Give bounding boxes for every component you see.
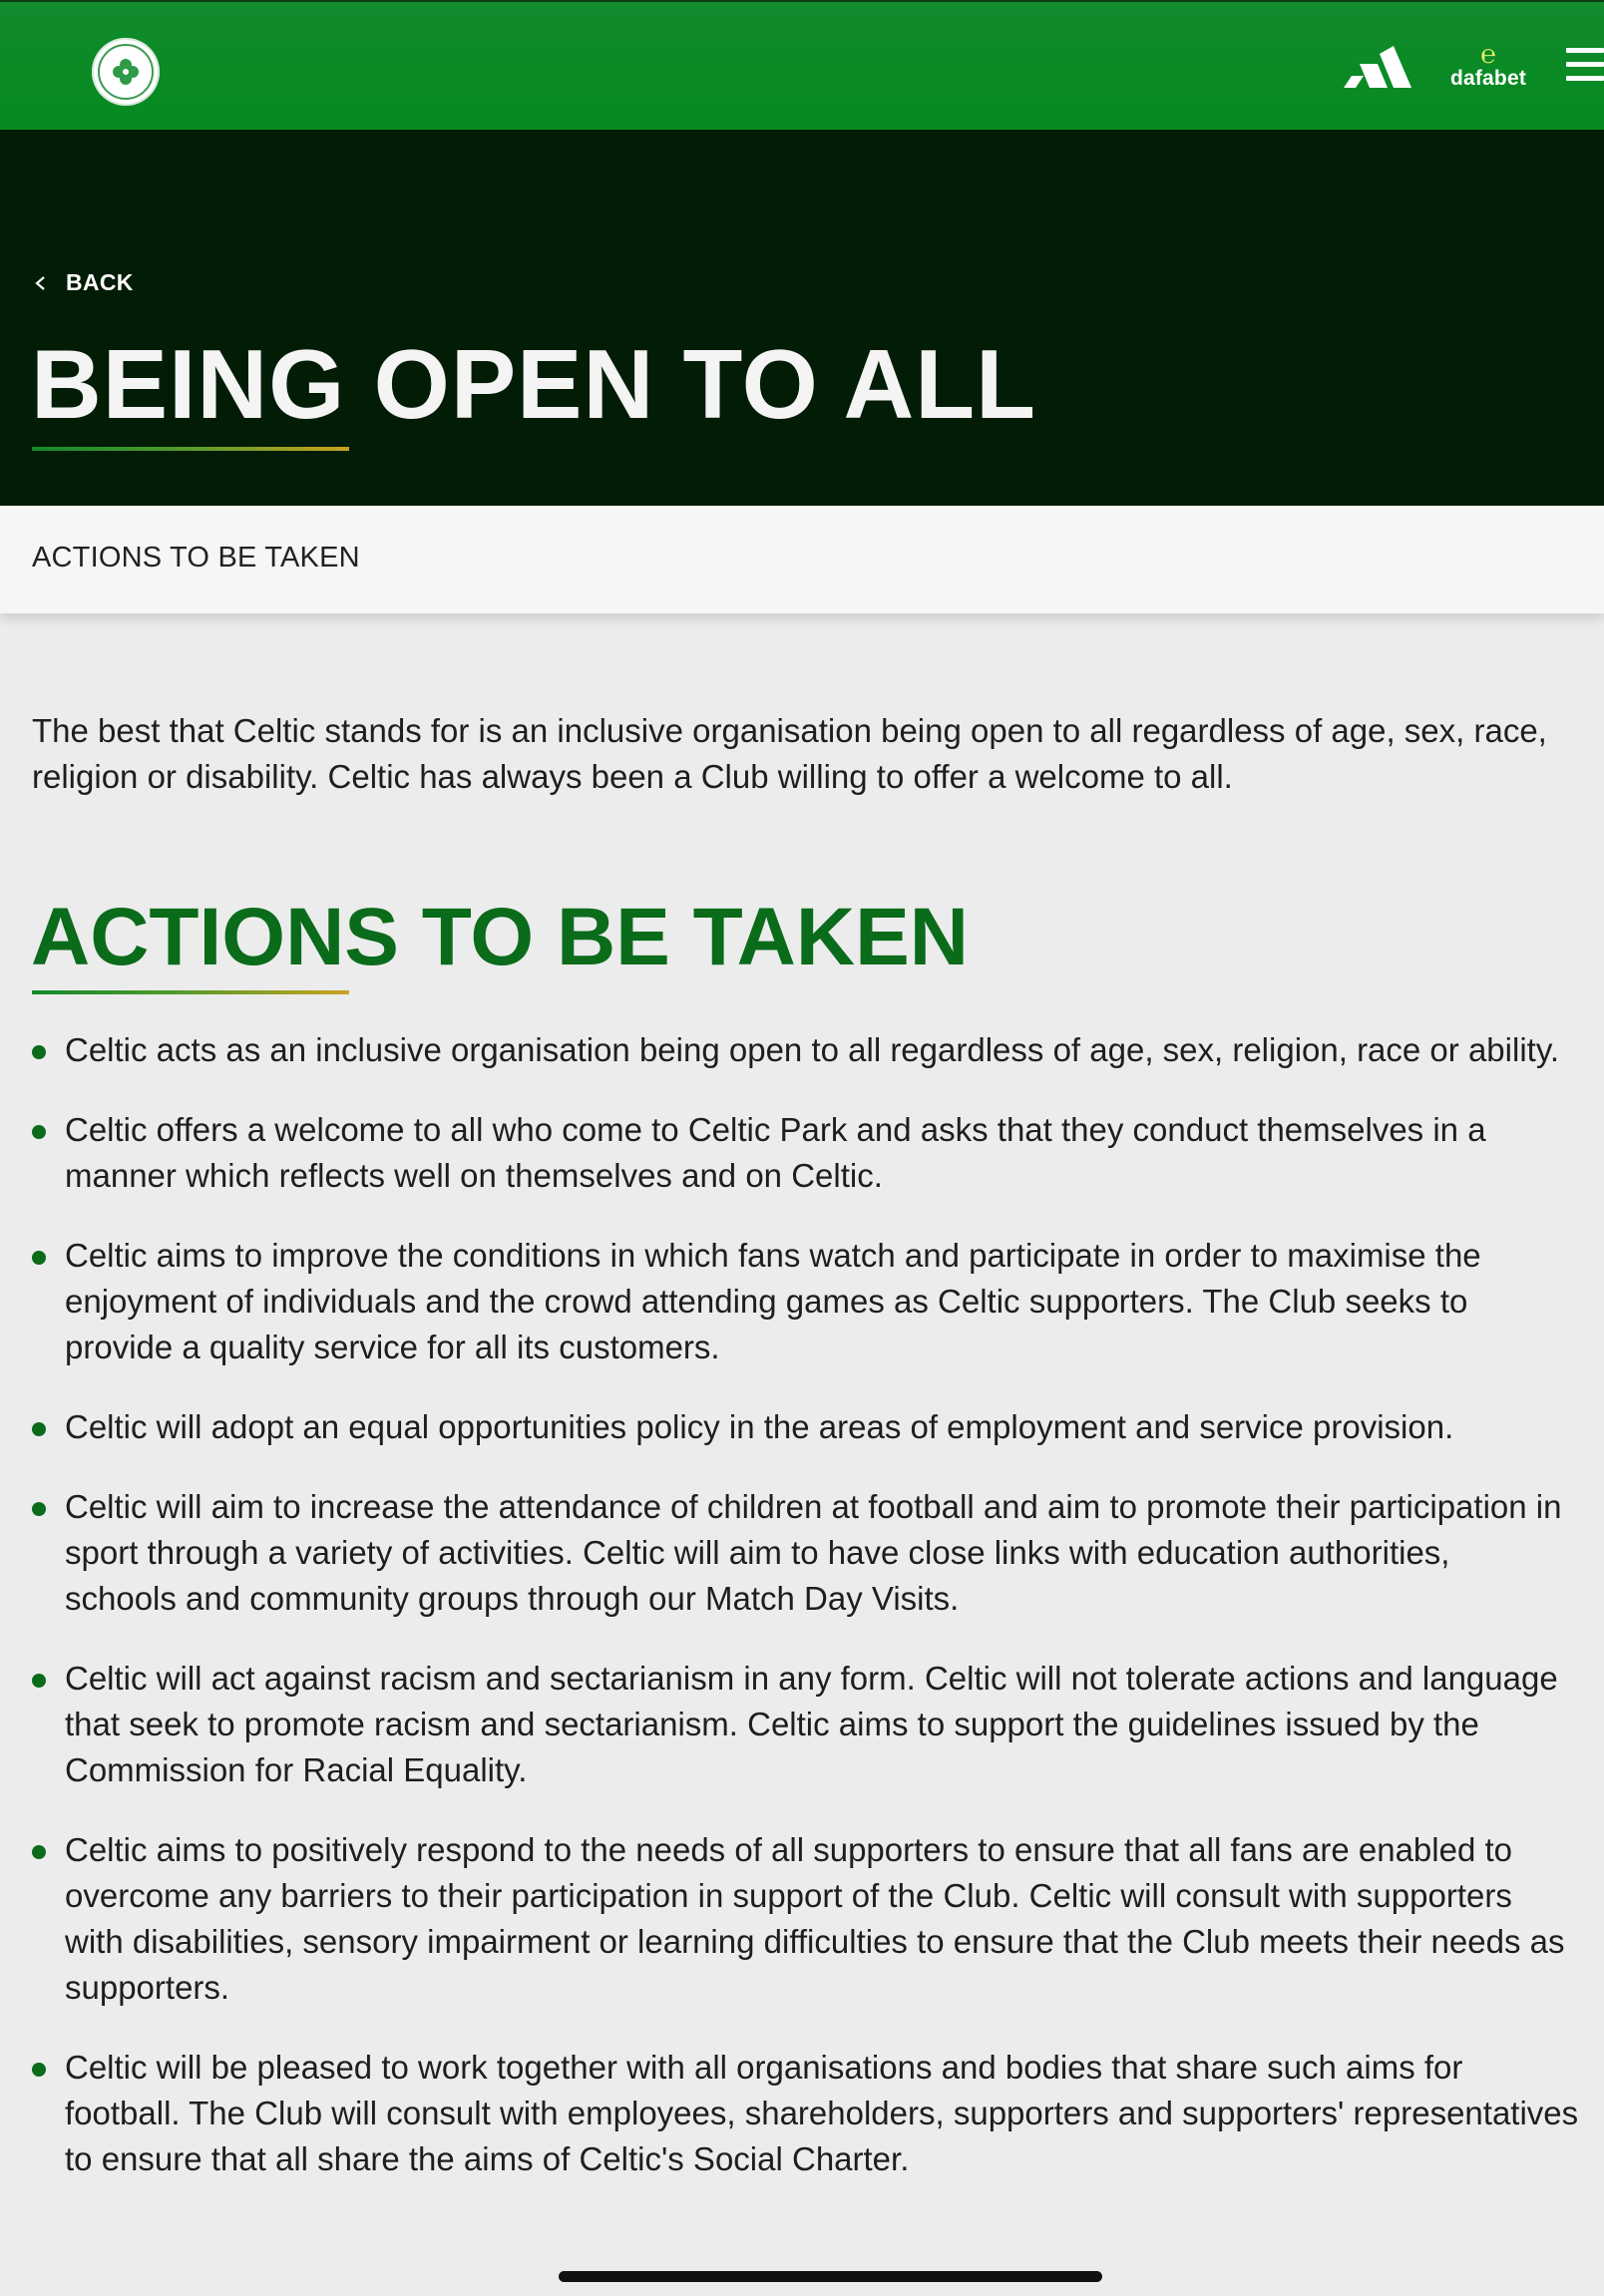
hamburger-menu-icon[interactable] — [1566, 48, 1604, 88]
list-item — [0, 1484, 1604, 1622]
list-item — [0, 1233, 1604, 1370]
list-item — [0, 1656, 1604, 1793]
intro-paragraph — [32, 708, 1604, 800]
list-item-line: with disabilities, sensory impairment or learning difficulties to ensure that the Club meets their needs as — [65, 1923, 1565, 1960]
bullet-icon — [32, 1251, 46, 1265]
bullet-icon — [32, 2063, 46, 2077]
list-item-line: to ensure that all share the aims of Celtic's Social Charter. — [65, 2140, 910, 2177]
list-item-line: Celtic aims to positively respond to the needs of all supporters to ensure that all fans are enabled to — [65, 1831, 1513, 1868]
adidas-logo-icon[interactable] — [1342, 42, 1417, 94]
section-underline — [32, 990, 349, 994]
list-item-line: schools and community groups through our Match Day Visits. — [65, 1580, 960, 1617]
list-item-line: Celtic aims to improve the conditions in which fans watch and participate in order to maximise the — [65, 1237, 1481, 1274]
bullet-icon — [32, 1674, 46, 1688]
list-item-line: Celtic will be pleased to work together with all organisations and bodies that share such aims for — [65, 2049, 1463, 2086]
list-item-line: provide a quality service for all its customers. — [65, 1329, 720, 1365]
home-indicator[interactable] — [559, 2271, 1102, 2282]
dafabet-wordmark: dafabet — [1449, 67, 1527, 90]
list-item — [0, 2045, 1604, 2182]
list-item-line: overcome any barriers to their participation in support of the Club. Celtic will consult with supporters — [65, 1877, 1512, 1914]
list-item-line: manner which reflects well on themselves and on Celtic. — [65, 1157, 883, 1194]
list-item-line: Celtic will adopt an equal opportunities policy in the areas of employment and service provision. — [65, 1408, 1454, 1445]
top-header — [0, 0, 1604, 130]
list-item-line: that seek to promote racism and sectarianism. Celtic aims to support the guidelines issued by the — [65, 1706, 1479, 1742]
list-item — [0, 1404, 1604, 1450]
list-item-line: Celtic will act against racism and sectarianism in any form. Celtic will not tolerate actions and language — [65, 1660, 1558, 1697]
dafabet-mark-icon: ℮ — [1480, 39, 1496, 69]
subnav-bar — [0, 506, 1604, 613]
actions-list — [0, 1027, 1604, 2216]
list-item-line: Celtic acts as an inclusive organisation being open to all regardless of age, sex, religion, race or ability. — [65, 1031, 1560, 1068]
list-item-line: football. The Club will consult with employees, shareholders, supporters and supporters' representatives — [65, 2095, 1579, 2131]
list-item-line: Celtic offers a welcome to all who come to Celtic Park and asks that they conduct themselves in a — [65, 1111, 1486, 1148]
list-item — [0, 1107, 1604, 1199]
shamrock-icon — [110, 56, 142, 88]
subnav-item-actions[interactable]: ACTIONS TO BE TAKEN — [32, 542, 360, 574]
list-item — [0, 1027, 1604, 1073]
bullet-icon — [32, 1502, 46, 1516]
back-label: BACK — [66, 269, 134, 295]
list-item — [0, 1827, 1604, 2011]
chevron-left-icon — [34, 276, 48, 290]
list-item-line: enjoyment of individuals and the crowd attending games as Celtic supporters. The Club seeks to — [65, 1283, 1468, 1320]
list-item-line: Celtic will aim to increase the attendance of children at football and aim to promote their participation in — [65, 1488, 1562, 1525]
dafabet-logo[interactable] — [1446, 40, 1530, 96]
section-title: ACTIONS TO BE TAKEN — [31, 892, 969, 982]
intro-line: religion or disability. Celtic has always been a Club willing to offer a welcome to all. — [32, 758, 1233, 795]
back-link[interactable] — [34, 269, 134, 296]
title-underline — [32, 447, 349, 451]
list-item-line: supporters. — [65, 1969, 230, 2006]
bullet-icon — [32, 1845, 46, 1859]
bullet-icon — [32, 1422, 46, 1436]
intro-line: The best that Celtic stands for is an inclusive organisation being open to all regardless of age, sex, race, — [32, 712, 1547, 749]
bullet-icon — [32, 1125, 46, 1139]
list-item-line: Commission for Racial Equality. — [65, 1751, 528, 1788]
list-item-line: sport through a variety of activities. Celtic will aim to have close links with education authorities, — [65, 1534, 1450, 1571]
celtic-crest-icon[interactable] — [92, 38, 160, 106]
page-title: BEING OPEN TO ALL — [31, 329, 1036, 439]
bullet-icon — [32, 1045, 46, 1059]
